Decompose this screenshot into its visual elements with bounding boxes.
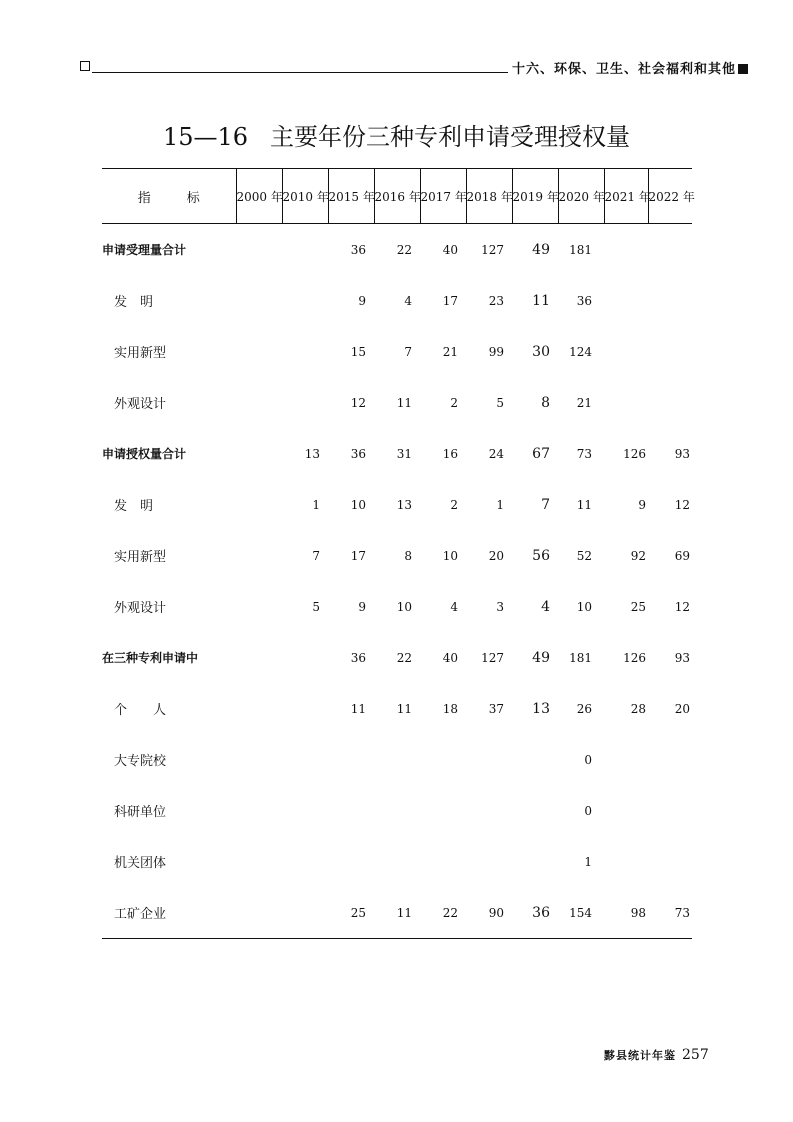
table-cell: 40 — [442, 242, 458, 257]
table-cell: 24 — [488, 446, 504, 461]
table-cell: 5 — [496, 395, 504, 410]
table-cell — [236, 275, 282, 326]
table-cell: 8 — [404, 548, 412, 563]
table-cell — [282, 224, 328, 276]
table-cell — [328, 734, 374, 785]
table-row — [102, 530, 692, 581]
row-label: 个 人 — [114, 703, 167, 718]
table-cell: 7 — [541, 496, 550, 513]
row-label: 实用新型 — [114, 550, 167, 565]
table-cell: 11 — [532, 292, 550, 309]
table-cell: 20 — [488, 548, 504, 563]
year-header: 2022 年 — [648, 169, 692, 224]
row-label: 发 明 — [114, 499, 154, 514]
table-cell — [648, 224, 692, 276]
table-cell: 10 — [442, 548, 458, 563]
table-cell — [604, 326, 648, 377]
table-cell: 21 — [576, 395, 592, 410]
table-cell: 25 — [630, 599, 646, 614]
table-cell: 36 — [576, 293, 592, 308]
table-cell — [282, 632, 328, 683]
table-cell — [512, 836, 558, 887]
table-cell: 7 — [404, 344, 412, 359]
header-rule — [92, 72, 508, 73]
table-cell: 25 — [328, 887, 374, 939]
table-cell: 9 — [638, 497, 646, 512]
table-cell — [236, 428, 282, 479]
header-box-icon — [80, 61, 90, 71]
table-cell — [466, 785, 512, 836]
table-cell — [236, 632, 282, 683]
table-cell: 22 — [396, 650, 412, 665]
row-label: 实用新型 — [114, 346, 167, 361]
table-cell — [282, 887, 328, 939]
table-cell — [282, 785, 328, 836]
table-cell: 36 — [350, 446, 366, 461]
table-cell: 92 — [630, 548, 646, 563]
table-cell — [236, 326, 282, 377]
year-header: 2021 年 — [604, 169, 648, 224]
table-cell — [420, 785, 466, 836]
table-cell: 23 — [488, 293, 504, 308]
table-cell: 98 — [604, 887, 648, 939]
table-cell — [282, 836, 328, 887]
table-cell: 21 — [442, 344, 458, 359]
table-cell — [236, 479, 282, 530]
table-cell — [420, 734, 466, 785]
table-cell — [374, 785, 420, 836]
page-number: 257 — [682, 1047, 709, 1063]
table-cell: 16 — [442, 446, 458, 461]
table-cell — [282, 377, 328, 428]
table-cell: 181 — [569, 242, 592, 257]
table-cell: 18 — [442, 701, 458, 716]
table-cell — [648, 734, 692, 785]
table-cell — [236, 683, 282, 734]
table-row — [102, 479, 692, 530]
table-cell: 11 — [396, 395, 412, 410]
table-cell: 36 — [512, 887, 558, 939]
table-title: 主要年份三种专利申请受理授权量 — [270, 123, 631, 151]
table-row — [102, 428, 692, 479]
indicator-header: 指 标 — [102, 169, 236, 224]
table-number: 15—16 — [162, 123, 249, 151]
row-label: 大专院校 — [114, 754, 167, 769]
table-row — [102, 326, 692, 377]
table-cell: 7 — [312, 548, 320, 563]
table-cell: 17 — [442, 293, 458, 308]
year-header: 2017 年 — [420, 169, 466, 224]
table-cell — [648, 836, 692, 887]
table-row — [102, 683, 692, 734]
table-row — [102, 887, 692, 939]
table-cell: 124 — [569, 344, 592, 359]
table-cell — [374, 836, 420, 887]
row-label: 在三种专利申请中 — [102, 651, 199, 665]
table-row — [102, 224, 692, 276]
table-cell: 73 — [576, 446, 592, 461]
table-row — [102, 581, 692, 632]
table-cell — [236, 887, 282, 939]
table-cell: 3 — [496, 599, 504, 614]
year-header: 2019 年 — [512, 169, 558, 224]
table-cell — [512, 785, 558, 836]
filled-square-icon — [738, 64, 748, 74]
table-cell — [282, 326, 328, 377]
patent-table — [102, 168, 695, 939]
table-cell: 28 — [630, 701, 646, 716]
table-cell: 4 — [450, 599, 458, 614]
table-cell: 36 — [350, 242, 366, 257]
row-label: 发 明 — [114, 295, 154, 310]
table-cell — [604, 785, 648, 836]
table-cell — [236, 734, 282, 785]
table-cell: 1 — [584, 854, 592, 869]
table-cell — [236, 836, 282, 887]
table-cell — [282, 275, 328, 326]
table-cell: 40 — [442, 650, 458, 665]
table-cell: 15 — [350, 344, 366, 359]
table-cell: 4 — [541, 598, 550, 615]
row-label: 申请受理量合计 — [102, 243, 187, 257]
table-row — [102, 275, 692, 326]
table-cell — [648, 275, 692, 326]
table-cell — [604, 734, 648, 785]
table-cell: 1 — [496, 497, 504, 512]
table-cell: 8 — [541, 394, 550, 411]
table-cell: 17 — [350, 548, 366, 563]
table-cell: 10 — [350, 497, 366, 512]
table-cell: 12 — [350, 395, 366, 410]
table-cell — [236, 224, 282, 276]
table-cell: 4 — [404, 293, 412, 308]
table-row — [102, 377, 692, 428]
table-cell: 154 — [558, 887, 604, 939]
table-cell: 2 — [450, 497, 458, 512]
table-cell — [512, 734, 558, 785]
table-cell: 11 — [576, 497, 592, 512]
table-cell: 69 — [674, 548, 690, 563]
table-cell: 11 — [350, 701, 366, 716]
table-cell: 126 — [623, 446, 646, 461]
table-header-row — [102, 169, 692, 224]
table-cell — [648, 377, 692, 428]
table-cell: 13 — [532, 700, 550, 717]
table-cell — [282, 683, 328, 734]
table-cell — [466, 734, 512, 785]
year-header: 2018 年 — [466, 169, 512, 224]
table-cell: 13 — [304, 446, 320, 461]
table-cell: 11 — [396, 701, 412, 716]
page-footer — [604, 1044, 709, 1063]
table-cell: 52 — [576, 548, 592, 563]
table-cell: 22 — [396, 242, 412, 257]
table-cell: 20 — [674, 701, 690, 716]
table-cell — [604, 224, 648, 276]
table-cell: 93 — [674, 446, 690, 461]
table-cell — [604, 377, 648, 428]
table-cell: 49 — [532, 241, 550, 258]
section-header-text: 十六、环保、卫生、社会福利和其他 — [512, 62, 737, 77]
table-cell: 0 — [584, 752, 592, 767]
table-row — [102, 836, 692, 887]
section-header — [512, 58, 748, 77]
table-cell: 36 — [350, 650, 366, 665]
year-header: 2015 年 — [328, 169, 374, 224]
table-cell — [374, 734, 420, 785]
table-cell: 67 — [532, 445, 550, 462]
table-cell: 11 — [374, 887, 420, 939]
row-label: 外观设计 — [114, 601, 167, 616]
table-cell: 127 — [481, 650, 504, 665]
year-header: 2000 年 — [236, 169, 282, 224]
year-header: 2010 年 — [282, 169, 328, 224]
table-cell: 127 — [481, 242, 504, 257]
table-cell — [236, 377, 282, 428]
table-cell: 126 — [623, 650, 646, 665]
table-cell: 30 — [532, 343, 550, 360]
table-cell: 37 — [488, 701, 504, 716]
table-cell: 90 — [466, 887, 512, 939]
table-cell: 1 — [312, 497, 320, 512]
table-cell: 73 — [648, 887, 692, 939]
table-row — [102, 785, 692, 836]
row-label: 科研单位 — [114, 805, 167, 820]
year-header: 2020 年 — [558, 169, 604, 224]
table-cell — [466, 836, 512, 887]
row-label: 工矿企业 — [102, 887, 236, 939]
row-label: 机关团体 — [114, 856, 167, 871]
table-cell: 99 — [488, 344, 504, 359]
table-cell: 9 — [358, 293, 366, 308]
yearbook-name: 黟县统计年鉴 — [604, 1049, 676, 1062]
table-cell: 10 — [396, 599, 412, 614]
table-cell: 9 — [358, 599, 366, 614]
table-cell: 93 — [674, 650, 690, 665]
year-header: 2016 年 — [374, 169, 420, 224]
table-cell — [328, 836, 374, 887]
table-cell: 10 — [576, 599, 592, 614]
table-cell — [604, 836, 648, 887]
table-cell: 181 — [569, 650, 592, 665]
table-cell — [236, 581, 282, 632]
table-cell: 12 — [674, 599, 690, 614]
table-cell — [648, 785, 692, 836]
table-cell: 5 — [312, 599, 320, 614]
table-cell: 31 — [396, 446, 412, 461]
table-cell: 0 — [584, 803, 592, 818]
table-cell: 26 — [576, 701, 592, 716]
table-cell: 2 — [450, 395, 458, 410]
table-cell: 12 — [674, 497, 690, 512]
table-cell: 56 — [532, 547, 550, 564]
row-label: 申请授权量合计 — [102, 447, 187, 461]
table-cell — [282, 734, 328, 785]
table-cell: 49 — [532, 649, 550, 666]
table-cell — [236, 530, 282, 581]
table-cell — [420, 836, 466, 887]
row-label: 外观设计 — [114, 397, 167, 412]
table-cell — [604, 275, 648, 326]
table-cell: 22 — [420, 887, 466, 939]
table-row — [102, 632, 692, 683]
table-row — [102, 734, 692, 785]
table-cell — [648, 326, 692, 377]
table-cell: 13 — [396, 497, 412, 512]
table-cell — [236, 785, 282, 836]
page-title — [0, 117, 793, 152]
table-cell — [328, 785, 374, 836]
